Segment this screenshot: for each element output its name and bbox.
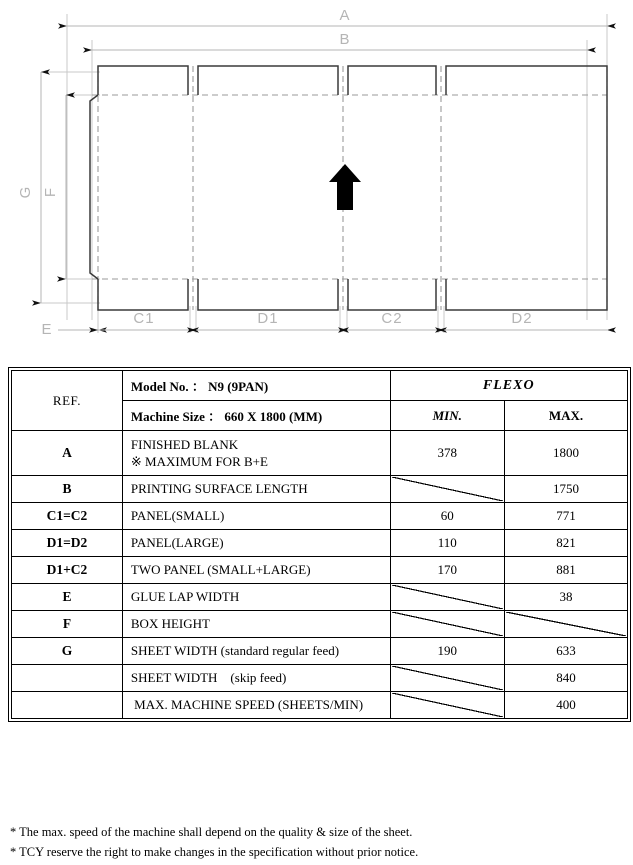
dimension-a xyxy=(67,7,607,26)
row-ref-label: F xyxy=(62,616,72,632)
min-header-cell xyxy=(390,401,505,431)
table-row xyxy=(12,431,628,476)
row-ref-label: C1=C2 xyxy=(46,508,88,524)
row-description-line1: FINISHED BLANK xyxy=(130,437,239,452)
row-max-cell xyxy=(505,503,628,530)
row-min-value xyxy=(391,476,505,502)
row-description-wrap xyxy=(123,584,390,610)
row-min-cell xyxy=(390,692,505,719)
row-ref-label xyxy=(12,673,122,683)
row-ref-label: A xyxy=(62,445,72,461)
ref-header-cell xyxy=(12,371,123,431)
row-min-value: 170 xyxy=(437,562,457,578)
row-description-line1: BOX HEIGHT xyxy=(130,616,210,632)
dimension-label-a: A xyxy=(339,7,351,24)
row-ref-cell xyxy=(12,530,123,557)
row-description-wrap xyxy=(123,611,390,637)
row-description-line1: PANEL(LARGE) xyxy=(130,535,224,551)
row-description-cell xyxy=(122,503,390,530)
row-min-value: 378 xyxy=(437,445,457,461)
dimension-label-f: F xyxy=(42,186,59,198)
row-max-cell xyxy=(505,431,628,476)
specification-table xyxy=(11,370,628,719)
row-min-value xyxy=(391,692,505,718)
specification-table-body xyxy=(12,371,628,719)
process-header-label: FLEXO xyxy=(482,377,535,393)
row-description-wrap xyxy=(123,476,390,502)
row-description-line1: MAX. MACHINE SPEED (SHEETS/MIN) xyxy=(130,697,364,713)
blank-layout-drawing xyxy=(0,0,633,360)
row-min-value: 190 xyxy=(437,643,457,659)
row-description-cell xyxy=(122,530,390,557)
table-row xyxy=(12,665,628,692)
row-ref-cell xyxy=(12,476,123,503)
dimension-b xyxy=(92,31,587,50)
row-ref-cell xyxy=(12,503,123,530)
row-max-cell xyxy=(505,530,628,557)
max-header-label: MAX. xyxy=(548,407,584,423)
row-min-cell xyxy=(390,611,505,638)
row-min-cell xyxy=(390,638,505,665)
row-min-value: 110 xyxy=(437,535,457,551)
row-min-value xyxy=(391,611,505,637)
row-ref-cell xyxy=(12,611,123,638)
table-row xyxy=(12,530,628,557)
table-row xyxy=(12,611,628,638)
ref-header-label: REF. xyxy=(52,392,81,408)
row-max-value: 771 xyxy=(556,508,576,524)
row-ref-label: D1=D2 xyxy=(46,535,88,551)
row-min-value xyxy=(391,584,505,610)
specification-table-container xyxy=(8,367,631,722)
row-min-cell xyxy=(390,476,505,503)
table-row xyxy=(12,503,628,530)
feed-direction-arrow xyxy=(329,164,361,210)
row-description-wrap xyxy=(123,503,390,529)
row-description-cell xyxy=(122,638,390,665)
model-cell xyxy=(122,371,390,401)
row-ref-cell xyxy=(12,638,123,665)
row-ref-cell xyxy=(12,665,123,692)
row-max-value: 881 xyxy=(556,562,576,578)
machine-size-cell xyxy=(122,401,390,431)
row-ref-label: E xyxy=(62,589,72,605)
row-description-cell xyxy=(122,665,390,692)
row-min-cell xyxy=(390,584,505,611)
row-max-value: 840 xyxy=(556,670,576,686)
row-max-cell xyxy=(505,584,628,611)
row-description-wrap xyxy=(123,557,390,583)
row-max-cell xyxy=(505,665,628,692)
row-min-cell xyxy=(390,665,505,692)
row-max-value xyxy=(505,611,627,637)
dimension-label-d2: D2 xyxy=(511,310,533,327)
row-description-cell xyxy=(122,584,390,611)
footnotes xyxy=(10,822,620,863)
row-max-value: 821 xyxy=(556,535,576,551)
row-min-value xyxy=(391,665,505,691)
row-max-value: 1800 xyxy=(553,445,579,461)
row-ref-cell xyxy=(12,692,123,719)
row-ref-cell xyxy=(12,431,123,476)
row-max-cell xyxy=(505,557,628,584)
row-description-line2: ※ MAXIMUM FOR B+E xyxy=(130,454,268,470)
row-ref-cell xyxy=(12,557,123,584)
row-max-cell xyxy=(505,692,628,719)
row-max-value: 1750 xyxy=(553,481,579,497)
row-min-cell xyxy=(390,530,505,557)
dimension-label-e: E xyxy=(41,321,53,338)
row-ref-cell xyxy=(12,584,123,611)
max-header-cell xyxy=(505,401,628,431)
box-blank-diagram xyxy=(0,0,633,360)
row-description-line1: SHEET WIDTH (standard regular feed) xyxy=(130,643,340,659)
table-header-row-model xyxy=(12,371,628,401)
row-max-cell xyxy=(505,476,628,503)
row-description-cell xyxy=(122,431,390,476)
row-description-cell xyxy=(122,611,390,638)
row-description-line1: PANEL(SMALL) xyxy=(130,508,225,524)
row-max-cell xyxy=(505,638,628,665)
row-max-value: 400 xyxy=(556,697,576,713)
row-ref-label: B xyxy=(62,481,72,497)
row-description-line1: SHEET WIDTH (skip feed) xyxy=(130,670,287,686)
table-row xyxy=(12,476,628,503)
row-ref-label xyxy=(12,700,122,710)
footnote-disclaimer: * TCY reserve the right to make changes in the specification without prior notice. xyxy=(10,845,419,860)
row-description-line1: GLUE LAP WIDTH xyxy=(130,589,240,605)
row-max-value: 633 xyxy=(556,643,576,659)
row-description-wrap xyxy=(123,638,390,664)
table-row xyxy=(12,557,628,584)
row-min-value: 60 xyxy=(440,508,454,524)
row-min-cell xyxy=(390,431,505,476)
row-description-wrap xyxy=(123,665,390,691)
row-max-value: 38 xyxy=(559,589,573,605)
row-min-cell xyxy=(390,503,505,530)
row-max-cell xyxy=(505,611,628,638)
row-ref-label: D1+C2 xyxy=(46,562,88,578)
footnote-speed: * The max. speed of the machine shall depend on the quality & size of the sheet. xyxy=(10,825,413,839)
dimension-label-c2: C2 xyxy=(381,310,403,327)
dimension-label-c1: C1 xyxy=(133,310,155,327)
extension-lines xyxy=(41,14,607,333)
table-row xyxy=(12,692,628,719)
table-row xyxy=(12,584,628,611)
row-description-line1: PRINTING SURFACE LENGTH xyxy=(130,481,308,497)
dimension-g xyxy=(17,72,41,303)
row-description-cell xyxy=(122,557,390,584)
dimension-label-g: G xyxy=(17,185,34,199)
row-description-wrap xyxy=(123,530,390,556)
model-label: Model No. ： N9 (9PAN) xyxy=(130,379,269,394)
table-row xyxy=(12,638,628,665)
min-header-label: MIN. xyxy=(432,407,462,423)
dimension-label-b: B xyxy=(339,31,351,48)
machine-size-label: Machine Size ： 660 X 1800 (MM) xyxy=(130,409,323,424)
row-description-wrap xyxy=(123,431,390,475)
row-description-line1: TWO PANEL (SMALL+LARGE) xyxy=(130,562,311,578)
dimension-label-d1: D1 xyxy=(257,310,279,327)
row-description-wrap xyxy=(123,692,390,718)
row-min-cell xyxy=(390,557,505,584)
row-ref-label: G xyxy=(61,643,73,659)
row-description-cell xyxy=(122,476,390,503)
process-header-cell xyxy=(390,371,628,401)
row-description-cell xyxy=(122,692,390,719)
dimension-f xyxy=(42,95,66,279)
